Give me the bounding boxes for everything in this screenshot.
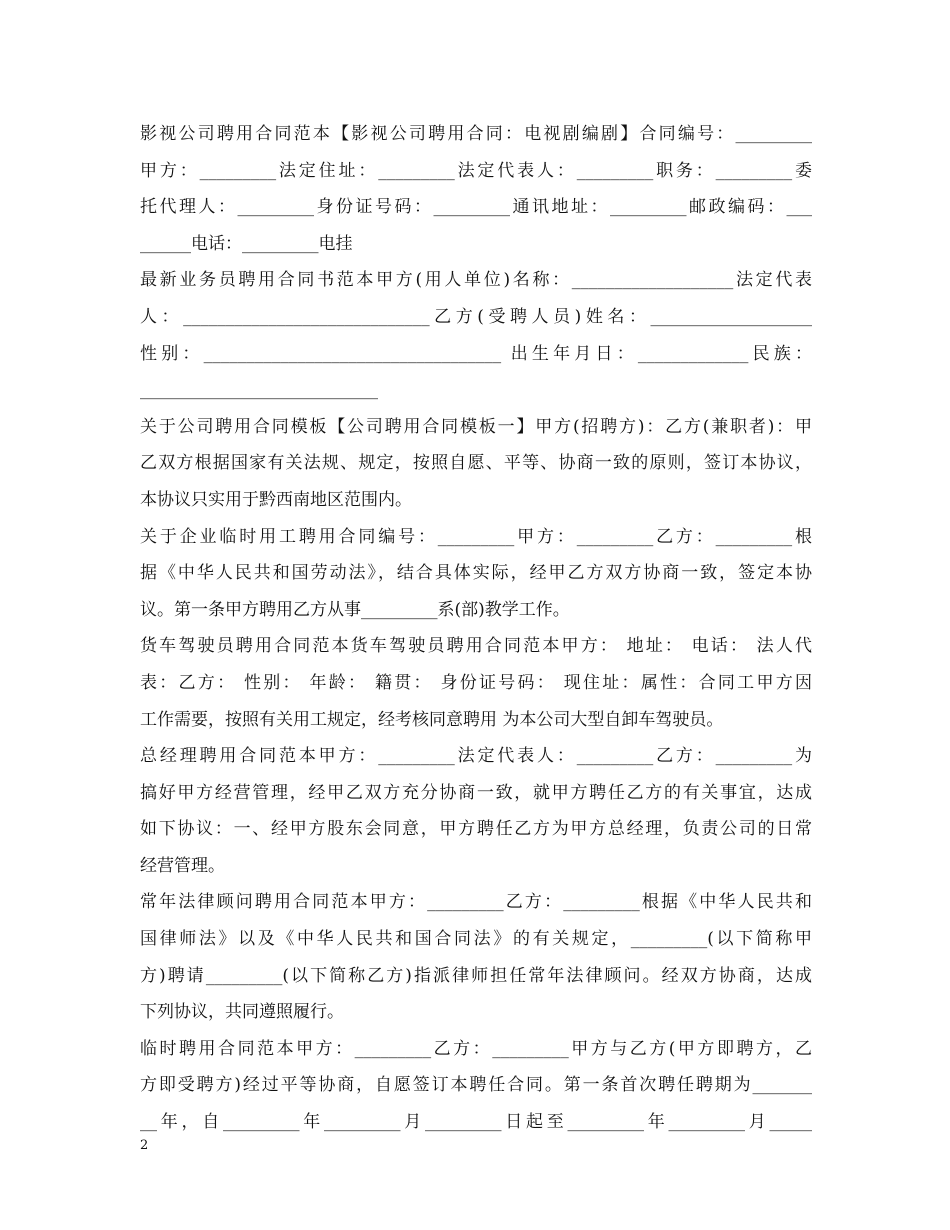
text-line: 人：_____________________________乙方(受聘人员)姓名：___________________ bbox=[140, 306, 812, 327]
text-line: 关于企业临时用工聘用合同编号：_________甲方：_________乙方：_________根 bbox=[140, 526, 812, 547]
text-line: 临时聘用合同范本甲方：_________乙方：_________甲方与乙方(甲方即聘方，乙 bbox=[140, 1038, 812, 1059]
page-number: 2 bbox=[140, 1138, 149, 1153]
text-line: 总经理聘用合同范本甲方：_________法定代表人：_________乙方：_________为 bbox=[140, 746, 812, 767]
text-line: 据《中华人民共和国劳动法》，结合具体实际，经甲乙方双方协商一致，签定本协 bbox=[140, 563, 812, 584]
text-line: ____________________________ bbox=[140, 380, 378, 401]
text-line: 方)聘请_________(以下简称乙方)指派律师担任常年法律顾问。经双方协商，达成 bbox=[140, 965, 812, 986]
text-line: 甲方：_________法定住址：_________法定代表人：_________职务：_________委 bbox=[140, 160, 812, 181]
text-line: 关于公司聘用合同模板【公司聘用合同模板一】甲方(招聘方)：乙方(兼职者)：甲 bbox=[140, 416, 812, 437]
text-line: 表：乙方： 性别： 年龄： 籍贯： 身份证号码： 现住址：属性：合同工甲方因 bbox=[140, 672, 812, 693]
text-line: 搞好甲方经营管理，经甲乙双方充分协商一致，就甲方聘任乙方的有关事宜，达成 bbox=[140, 782, 812, 803]
text-line: 影视公司聘用合同范本【影视公司聘用合同：电视剧编剧】合同编号：_________ bbox=[140, 124, 812, 144]
text-line: __年，自_________年_________月_________日起至_________年_________月_____ bbox=[140, 1112, 812, 1133]
text-line: 工作需要，按照有关用工规定，经考核同意聘用 为本公司大型自卸车驾驶员。 bbox=[140, 709, 724, 730]
text-line: 本协议只实用于黔西南地区范围内。 bbox=[140, 489, 412, 510]
text-line: 议。第一条甲方聘用乙方从事_________系(部)教学工作。 bbox=[140, 599, 570, 620]
text-line: 方即受聘方)经过平等协商，自愿签订本聘任合同。第一条首次聘任聘期为_______ bbox=[140, 1075, 812, 1096]
text-line: 下列协议，共同遵照履行。 bbox=[140, 1002, 344, 1023]
text-line: 乙双方根据国家有关法规、规定，按照自愿、平等、协商一致的原则，签订本协议， bbox=[140, 453, 812, 474]
text-line: 国律师法》以及《中华人民共和国合同法》的有关规定，_________(以下简称甲 bbox=[140, 929, 812, 950]
text-line: 常年法律顾问聘用合同范本甲方：_________乙方：_________根据《中华人民共和 bbox=[140, 892, 812, 913]
document-body bbox=[140, 116, 812, 1141]
text-line: 托代理人：_________身份证号码：_________通讯地址：_________邮政编码：___ bbox=[140, 197, 812, 218]
text-line: 经营管理。 bbox=[140, 855, 225, 876]
text-line: ______电话：_________电挂 bbox=[140, 233, 353, 254]
text-line: 货车驾驶员聘用合同范本货车驾驶员聘用合同范本甲方： 地址： 电话： 法人代 bbox=[140, 636, 812, 657]
text-line: 最新业务员聘用合同书范本甲方(用人单位)名称：___________________法定代表 bbox=[140, 270, 812, 291]
text-line: 如下协议：一、经甲方股东会同意，甲方聘任乙方为甲方总经理，负责公司的日常 bbox=[140, 819, 812, 840]
text-line: 性别：___________________________________ 出生年月日：_____________民族： bbox=[140, 343, 812, 364]
